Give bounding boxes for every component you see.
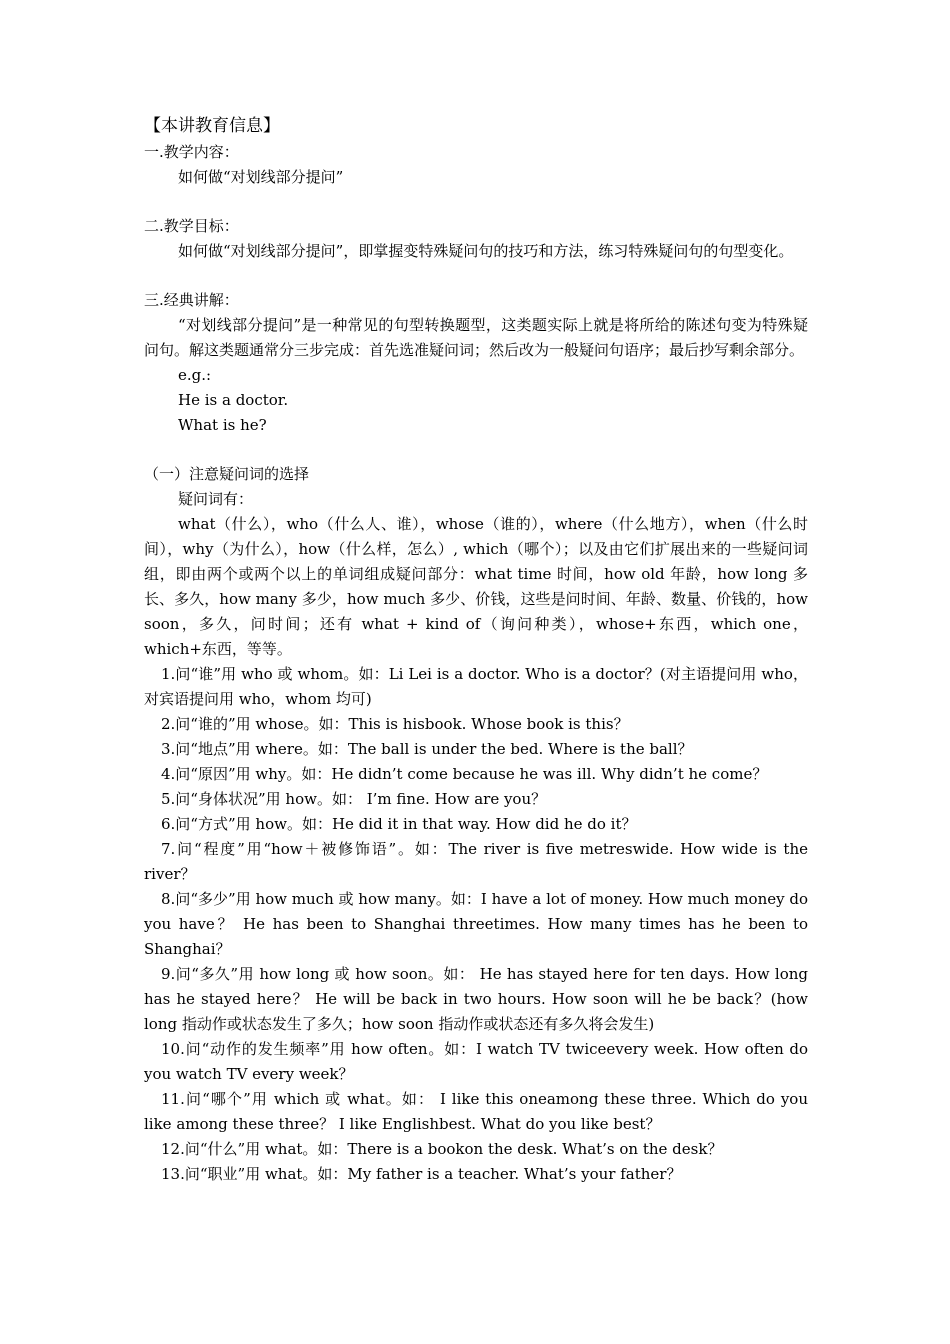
- section-1-heading: 一.教学内容：: [144, 143, 239, 161]
- section-3-heading: 三.经典讲解：: [144, 291, 239, 309]
- spacer: [144, 190, 808, 214]
- section-2-heading: 二.教学目标：: [144, 217, 239, 235]
- document-page: [144, 112, 808, 1187]
- rule-item: 13.问“职业”用 what。如：My father is a teacher. What’s your father？: [161, 1165, 682, 1183]
- section-3-intro: “对划线部分提问”是一种常见的句型转换题型，这类题实际上就是将所给的陈述句变为特殊疑问句。解这类题通常分三步完成：首先选准疑问词；然后改为一般疑问句语序；最后抄写剩余部分。: [144, 316, 808, 359]
- section-1-content: 如何做“对划线部分提问”: [178, 168, 344, 186]
- subsection-1-description: what（什么），who（什么人、谁），whose（谁的），where（什么地方），when（什么时间），why（为什么），how（什么样，怎么）, which（哪个）；以及由它们扩展出来的一些疑问词组，即由两个或两个以上的单词组成疑问部分：what time 时间，how old 年龄，how long 多长、多久，how many 多少，how much 多少、价钱，这些是问时间、年龄、数量、价钱的，how soon，多久，问时间；还有 what + kind of（询问种类），whose+东西，which one，which+东西，等等。: [144, 515, 808, 658]
- page-title: 【本讲教育信息】: [144, 116, 280, 136]
- rule-item: 8.问“多少”用 how much 或 how many。如：I have a lot of money. How much money do you have？ He has been to Shanghai threetimes. How many times has he been to Shanghai？: [144, 890, 808, 958]
- rule-item: 10.问“动作的发生频率”用 how often。如：I watch TV twiceevery week. How often do you watch TV every week？: [144, 1040, 808, 1083]
- rule-item: 4.问“原因”用 why。如：He didn’t come because he was ill. Why didn’t he come？: [161, 765, 768, 783]
- rule-item: 9.问“多久”用 how long 或 how soon。如： He has stayed here for ten days. How long has he stayed here？ He will be back in two hours. How soon will he be back？(how long 指动作或状态发生了多久；how soon 指动作或状态还有多久将会发生): [144, 965, 808, 1033]
- example-sentence: He is a doctor.: [178, 391, 289, 409]
- section-2-content: 如何做“对划线部分提问”，即掌握变特殊疑问句的技巧和方法，练习特殊疑问句的句型变化。: [178, 242, 794, 260]
- rule-item: 1.问“谁”用 who 或 whom。如：Li Lei is a doctor. Who is a doctor？(对主语提问用 who，对宾语提问用 who，whom 均可): [144, 665, 808, 708]
- rule-item: 5.问“身体状况”用 how。如： I’m fine. How are you？: [161, 790, 547, 808]
- rule-item: 12.问“什么”用 what。如：There is a bookon the desk. What’s on the desk？: [161, 1140, 723, 1158]
- rule-item: 2.问“谁的”用 whose。如：This is hisbook. Whose book is this？: [161, 715, 629, 733]
- spacer: [144, 264, 808, 288]
- spacer: [144, 438, 808, 462]
- subsection-1-label: 疑问词有：: [178, 490, 254, 508]
- rules-list: [144, 662, 808, 1187]
- rule-item: 11.问“哪个”用 which 或 what。如： I like this oneamong these three. Which do you like among these three？ I like Englishbest. What do you like best？: [144, 1090, 808, 1133]
- rule-item: 3.问“地点”用 where。如：The ball is under the bed. Where is the ball？: [161, 740, 693, 758]
- rule-item: 7.问“程度”用“how＋被修饰语”。如：The river is five metreswide. How wide is the river？: [144, 840, 808, 883]
- example-label: e.g.:: [178, 366, 212, 384]
- rule-item: 6.问“方式”用 how。如：He did it in that way. How did he do it？: [161, 815, 637, 833]
- example-question: What is he?: [178, 416, 267, 434]
- subsection-1-heading: （一）注意疑问词的选择: [144, 465, 310, 483]
